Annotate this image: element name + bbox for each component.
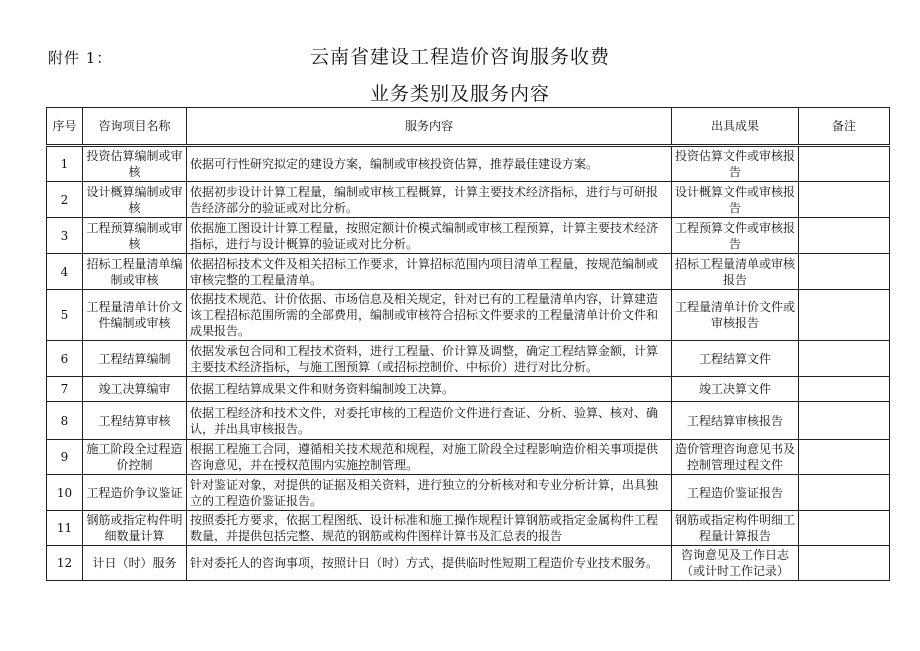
table-row [47,254,890,290]
row-no: 2 [47,182,83,218]
row-content: 依据招标技术文件及相关招标工作要求，计算招标范围内项目清单工程量，按规范编制或审核完整的工程量清单。 [187,254,672,290]
header-no: 序号 [47,108,83,146]
row-result: 招标工程量清单或审核报告 [672,254,799,290]
row-name: 招标工程量清单编制或审核 [83,254,187,290]
row-no: 11 [47,511,83,546]
row-remark [799,440,890,475]
row-name: 钢筋或指定构件明细数量计算 [83,511,187,546]
row-result: 工程量清单计价文件或审核报告 [672,290,799,341]
row-result: 竣工决算文件 [672,377,799,402]
row-content: 依据技术规范、计价依据、市场信息及相关规定，针对已有的工程量清单内容，计算建造该工程招标范围所需的全部费用，编制或审核符合招标文件要求的工程量清单计价文件和成果报告。 [187,290,672,341]
table-row [47,440,890,475]
row-remark [799,146,890,182]
header-remark: 备注 [799,108,890,146]
row-result: 工程结算审核报告 [672,402,799,440]
row-content: 依据施工图设计计算工程量，按照定额计价模式编制或审核工程预算，计算主要技术经济指标，进行与设计概算的验证或对比分析。 [187,218,672,254]
row-no: 1 [47,146,83,182]
row-content: 针对委托人的咨询事项，按照计日（时）方式，提供临时性短期工程造价专业技术服务。 [187,546,672,581]
row-name: 工程量清单计价文件编制或审核 [83,290,187,341]
row-remark [799,546,890,581]
row-remark [799,402,890,440]
table-row [47,290,890,341]
row-remark [799,511,890,546]
table-header-row [47,108,890,146]
row-result: 咨询意见及工作日志（或计时工作记录） [672,546,799,581]
row-no: 10 [47,475,83,511]
table-row [47,218,890,254]
row-no: 6 [47,341,83,377]
row-name: 工程结算编制 [83,341,187,377]
row-content: 根据工程施工合同，遵循相关技术规范和规程，对施工阶段全过程影响造价相关事项提供咨询意见，并在授权范围内实施控制管理。 [187,440,672,475]
row-result: 造价管理咨询意见书及控制管理过程文件 [672,440,799,475]
header-content: 服务内容 [187,108,672,146]
row-remark [799,218,890,254]
row-no: 9 [47,440,83,475]
table-row [47,341,890,377]
table-row [47,475,890,511]
row-no: 5 [47,290,83,341]
table-row [47,511,890,546]
row-name: 工程结算审核 [83,402,187,440]
table-row [47,182,890,218]
row-no: 3 [47,218,83,254]
row-no: 8 [47,402,83,440]
row-name: 竣工决算编审 [83,377,187,402]
header-name: 咨询项目名称 [83,108,187,146]
table-row [47,146,890,182]
row-result: 钢筋或指定构件明细工程量计算报告 [672,511,799,546]
row-remark [799,377,890,402]
row-name: 工程造价争议鉴证 [83,475,187,511]
document-title: 云南省建设工程造价咨询服务收费 [309,46,610,68]
row-content: 按照委托方要求，依据工程图纸、设计标准和施工操作规程计算钢筋或指定金属构件工程数量，并提供包括完整、规范的钢筋或构件图样计算书及汇总表的报告 [187,511,672,546]
row-content: 针对鉴证对象，对提供的证据及相关资料，进行独立的分析核对和专业分析计算，出具独立的工程造价鉴证报告。 [187,475,672,511]
row-name: 计日（时）服务 [83,546,187,581]
row-remark [799,290,890,341]
row-content: 依据工程结算成果文件和财务资料编制竣工决算。 [187,377,672,402]
row-content: 依据工程经济和技术文件，对委托审核的工程造价文件进行查证、分析、验算、核对、确认，并出具审核报告。 [187,402,672,440]
row-no: 7 [47,377,83,402]
row-remark [799,341,890,377]
row-name: 设计概算编制或审核 [83,182,187,218]
row-result: 工程结算文件 [672,341,799,377]
row-remark [799,254,890,290]
row-result: 投资估算文件或审核报告 [672,146,799,182]
table-row [47,546,890,581]
row-content: 依据发承包合同和工程技术资料，进行工程量、价计算及调整，确定工程结算金额，计算主要技术经济指标，与施工图预算（或招标控制价、中标价）进行对比分析。 [187,341,672,377]
table-row [47,402,890,440]
row-content: 依据可行性研究拟定的建设方案，编制或审核投资估算，推荐最佳建设方案。 [187,146,672,182]
row-result: 工程预算文件或审核报告 [672,218,799,254]
row-content: 依据初步设计计算工程量，编制或审核工程概算，计算主要技术经济指标，进行与可研报告经济部分的验证或对比分析。 [187,182,672,218]
row-name: 工程预算编制或审核 [83,218,187,254]
attachment-label: 附件 1： [48,49,113,67]
row-result: 工程造价鉴证报告 [672,475,799,511]
row-name: 投资估算编制或审核 [83,146,187,182]
row-remark [799,182,890,218]
row-result: 设计概算文件或审核报告 [672,182,799,218]
row-name: 施工阶段全过程造价控制 [83,440,187,475]
document-subtitle: 业务类别及服务内容 [369,83,550,105]
service-table [46,107,890,581]
header-result: 出具成果 [672,108,799,146]
row-remark [799,475,890,511]
row-no: 12 [47,546,83,581]
table-row [47,377,890,402]
row-no: 4 [47,254,83,290]
